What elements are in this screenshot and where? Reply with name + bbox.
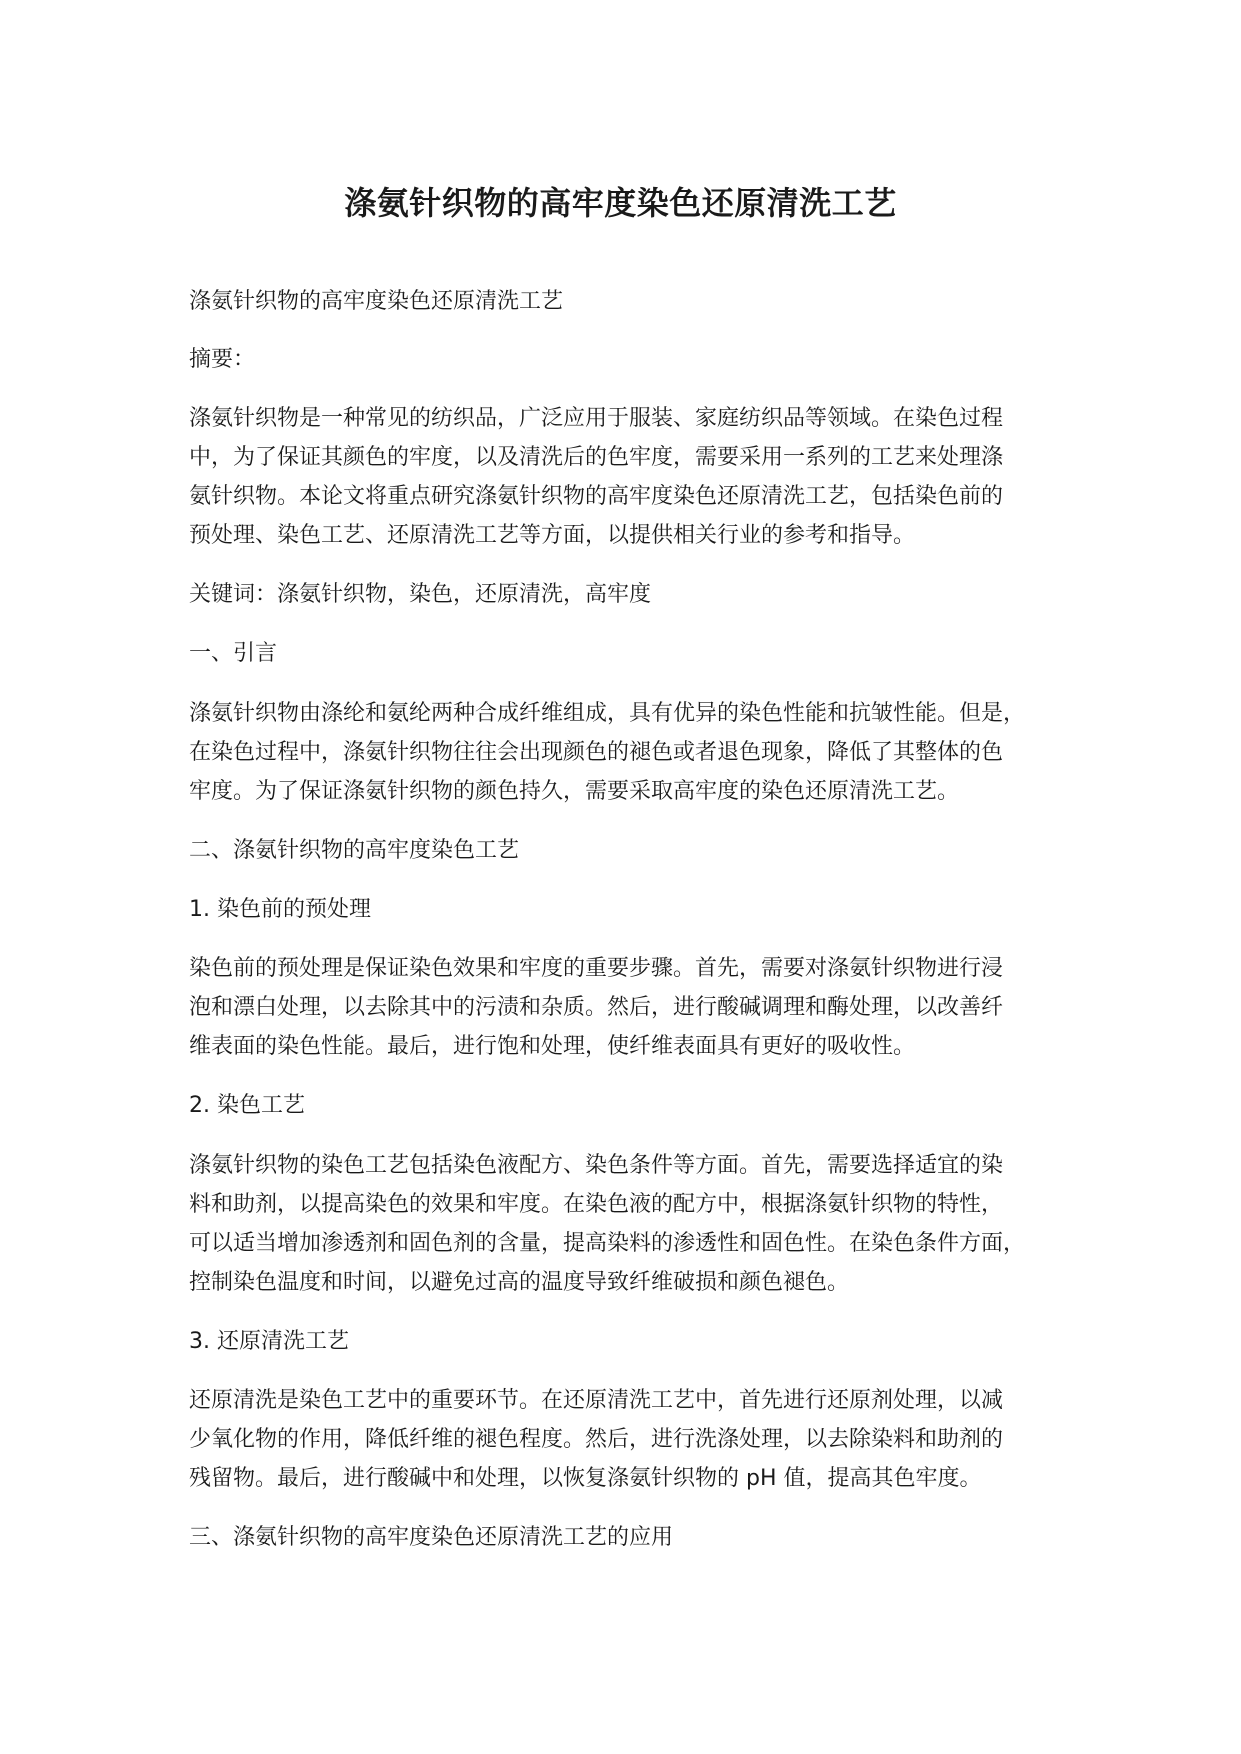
introduction-paragraph bbox=[189, 694, 1089, 811]
paragraph-line: 料和助剂，以提高染色的效果和牢度。在染色液的配方中，根据涤氨针织物的特性， bbox=[189, 1192, 1004, 1217]
subheading-reduction-cleaning: 3. 还原清洗工艺 bbox=[189, 1329, 349, 1354]
abstract-label: 摘要： bbox=[189, 347, 256, 372]
paragraph-line: 可以适当增加渗透剂和固色剂的含量，提高染料的渗透性和固色性。在染色条件方面， bbox=[189, 1231, 1026, 1256]
section-heading-dyeing-process: 二、涤氨针织物的高牢度染色工艺 bbox=[189, 838, 520, 863]
paragraph-line: 在染色过程中，涤氨针织物往往会出现颜色的褪色或者退色现象，降低了其整体的色 bbox=[189, 740, 1004, 765]
paragraph-line: 氨针织物。本论文将重点研究涤氨针织物的高牢度染色还原清洗工艺，包括染色前的 bbox=[189, 484, 1004, 509]
document-title: 涤氨针织物的高牢度染色还原清洗工艺 bbox=[344, 184, 897, 222]
paragraph-line: 残留物。最后，进行酸碱中和处理，以恢复涤氨针织物的 pH 值，提高其色牢度。 bbox=[189, 1466, 982, 1491]
paragraph-line: 中，为了保证其颜色的牢度，以及清洗后的色牢度，需要采用一系列的工艺来处理涤 bbox=[189, 445, 1004, 470]
paragraph-line: 涤氨针织物的染色工艺包括染色液配方、染色条件等方面。首先，需要选择适宜的染 bbox=[189, 1153, 1004, 1178]
abstract-paragraph bbox=[189, 399, 1089, 555]
paragraph-line: 还原清洗是染色工艺中的重要环节。在还原清洗工艺中，首先进行还原剂处理，以减 bbox=[189, 1388, 1004, 1413]
paragraph-line: 泡和漂白处理，以去除其中的污渍和杂质。然后，进行酸碱调理和酶处理，以改善纤 bbox=[189, 995, 1004, 1020]
paragraph-line: 涤氨针织物由涤纶和氨纶两种合成纤维组成，具有优异的染色性能和抗皱性能。但是， bbox=[189, 701, 1026, 726]
pretreatment-paragraph bbox=[189, 949, 1089, 1066]
section-heading-introduction: 一、引言 bbox=[189, 641, 278, 666]
subheading-pretreatment: 1. 染色前的预处理 bbox=[189, 897, 371, 922]
paragraph-line: 牢度。为了保证涤氨针织物的颜色持久，需要采取高牢度的染色还原清洗工艺。 bbox=[189, 779, 960, 804]
paragraph-line: 预处理、染色工艺、还原清洗工艺等方面，以提供相关行业的参考和指导。 bbox=[189, 523, 916, 548]
section-heading-application: 三、涤氨针织物的高牢度染色还原清洗工艺的应用 bbox=[189, 1525, 674, 1550]
paragraph-line: 少氧化物的作用，降低纤维的褪色程度。然后，进行洗涤处理，以去除染料和助剂的 bbox=[189, 1427, 1004, 1452]
paragraph-line: 维表面的染色性能。最后，进行饱和处理，使纤维表面具有更好的吸收性。 bbox=[189, 1034, 916, 1059]
subheading-dyeing: 2. 染色工艺 bbox=[189, 1093, 305, 1118]
document-subtitle: 涤氨针织物的高牢度染色还原清洗工艺 bbox=[189, 289, 564, 314]
paragraph-line: 控制染色温度和时间，以避免过高的温度导致纤维破损和颜色褪色。 bbox=[189, 1270, 850, 1295]
reduction-cleaning-paragraph bbox=[189, 1381, 1089, 1498]
paragraph-line: 染色前的预处理是保证染色效果和牢度的重要步骤。首先，需要对涤氨针织物进行浸 bbox=[189, 956, 1004, 981]
dyeing-paragraph bbox=[189, 1146, 1089, 1302]
paragraph-line: 涤氨针织物是一种常见的纺织品，广泛应用于服装、家庭纺织品等领域。在染色过程 bbox=[189, 406, 1004, 431]
keywords-line: 关键词：涤氨针织物，染色，还原清洗，高牢度 bbox=[189, 582, 652, 607]
